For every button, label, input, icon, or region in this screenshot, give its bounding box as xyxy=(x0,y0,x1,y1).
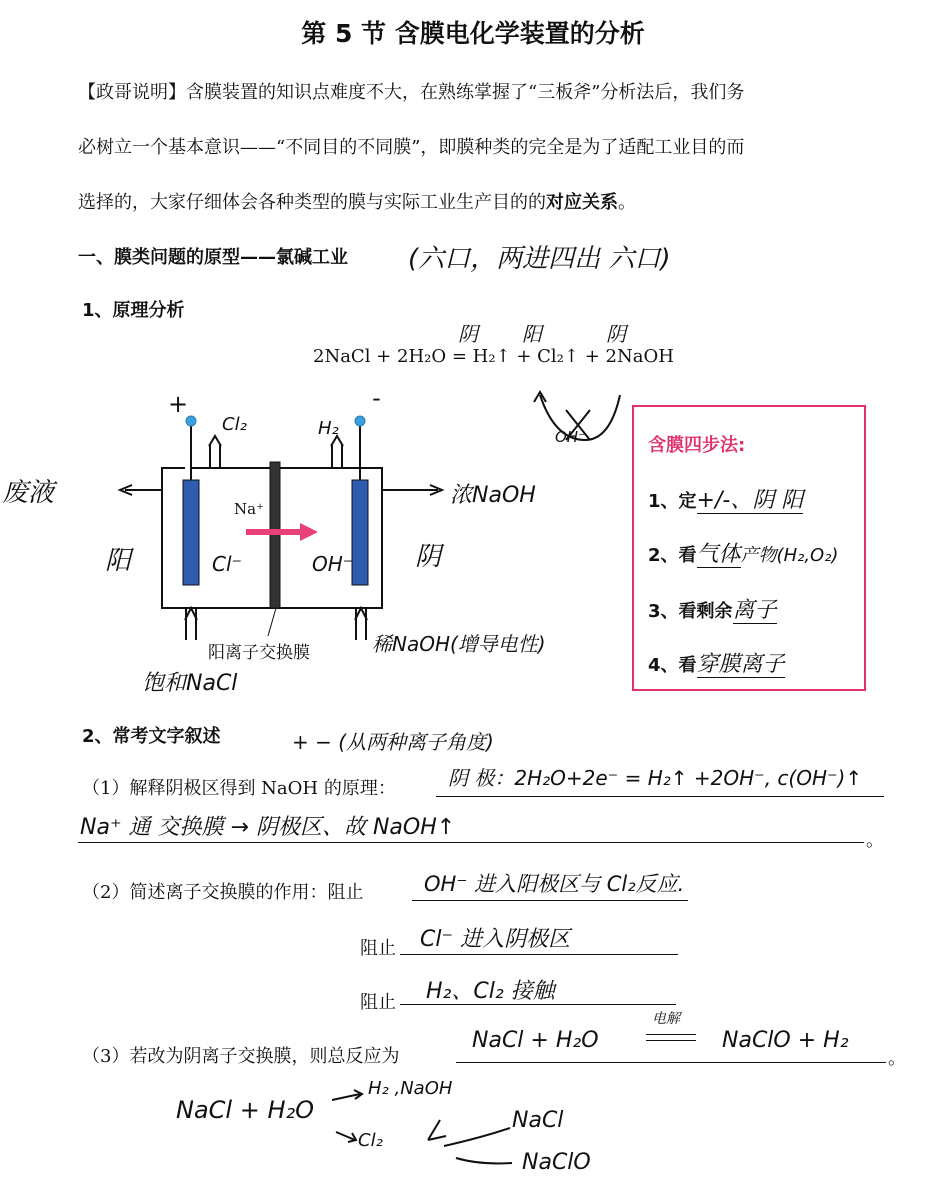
answer-2-item-3: H₂、Cl₂ 接触 xyxy=(426,979,555,1004)
subsection-principle: 1、原理分析 xyxy=(82,300,185,321)
answer-3-condition-bar-1 xyxy=(646,1034,696,1035)
cathode-region-label: 阴 xyxy=(415,542,442,572)
step-4: 4、看穿膜离子 xyxy=(648,652,785,677)
waste-liquid-label: 废液 xyxy=(2,478,55,508)
question-2: （2）简述离子交换膜的作用：阻止 xyxy=(82,882,364,903)
chlor-alkali-equation: 2NaCl + 2H₂O = H₂↑ + Cl₂↑ + 2NaOH xyxy=(313,346,674,367)
page-title: 第 5 节 含膜电化学装置的分析 xyxy=(301,19,645,48)
box-title: 含膜四步法: xyxy=(648,435,746,456)
scratch-cl2: Cl₂ xyxy=(358,1130,383,1151)
intro-line-3: 选择的，大家仔细体会各种类型的膜与实际工业生产目的的对应关系。 xyxy=(78,192,636,213)
section-1-heading: 一、膜类问题的原型——氯碱工业 xyxy=(78,247,348,268)
eq-note-naoh: 阴 xyxy=(606,322,626,346)
block-label-2: 阻止 xyxy=(360,938,396,959)
intro-line-2: 必树立一个基本意识——“不同目的不同膜”，即膜种类的完全是为了适配工业目的而 xyxy=(78,137,745,158)
scratch-naclo: NaClO xyxy=(522,1150,591,1175)
answer-1-line-1: 阴 极：2H₂O+2e⁻ = H₂↑ +2OH⁻, c(OH⁻)↑ xyxy=(448,766,863,790)
conc-naoh-label: 浓NaOH xyxy=(450,483,536,508)
electrolytic-cell xyxy=(120,416,442,640)
answer-1-underline-2 xyxy=(78,842,864,843)
four-step-method-box xyxy=(632,405,866,691)
saturated-nacl-label: 饱和NaCl xyxy=(142,671,238,696)
membrane-label: 阳离子交换膜 xyxy=(208,643,310,663)
anode-plus-sign: + xyxy=(168,390,189,418)
handwritten-ion-angle-note: + − (从两种离子角度) xyxy=(292,730,494,754)
answer-1-line-2: Na⁺ 通 交换膜 → 阴极区、故 NaOH↑ xyxy=(80,815,456,840)
answer-3-period: 。 xyxy=(888,1048,906,1069)
question-3: （3）若改为阴离子交换膜，则总反应为 xyxy=(82,1046,400,1067)
answer-2-underline-1 xyxy=(412,900,688,901)
answer-3-reactants: NaCl + H₂O xyxy=(472,1028,599,1053)
oh-ion-label: OH⁻ xyxy=(312,552,354,576)
answer-2-item-1: OH⁻ 进入阳极区与 Cl₂反应. xyxy=(424,872,685,896)
handwritten-six-ports-note: (六口，两进四出 六口) xyxy=(408,244,671,274)
scratch-nacl: NaCl xyxy=(512,1108,564,1133)
scratch-reactants: NaCl + H₂O xyxy=(176,1096,315,1124)
answer-3-underline xyxy=(456,1062,886,1063)
step-2: 2、看气体产物(H₂,O₂) xyxy=(648,542,839,567)
answer-1-underline-1 xyxy=(436,796,884,797)
answer-3-condition: 电解 xyxy=(652,1011,680,1027)
dilute-naoh-label: 稀NaOH(增导电性) xyxy=(372,632,546,656)
h2-gas-label: H₂ xyxy=(318,418,339,439)
anode-region-label: 阳 xyxy=(105,546,132,576)
block-label-3: 阻止 xyxy=(360,992,396,1013)
step-3: 3、看剩余离子 xyxy=(648,598,777,623)
cl-ion-label: Cl⁻ xyxy=(212,552,243,576)
answer-3-products: NaClO + H₂ xyxy=(722,1028,849,1053)
subsection-common-statements: 2、常考文字叙述 xyxy=(82,726,221,747)
answer-2-underline-2 xyxy=(400,954,678,955)
eq-note-cl2: 阳 xyxy=(522,322,542,346)
answer-2-item-2: Cl⁻ 进入阴极区 xyxy=(420,927,571,952)
scratch-h2-naoh: H₂ ,NaOH xyxy=(368,1078,453,1099)
oh-annotation: OH⁻ xyxy=(555,428,587,446)
intro-line-1: 【政哥说明】含膜装置的知识点难度不大，在熟练掌握了“三板斧”分析法后，我们务 xyxy=(78,82,745,103)
eq-note-h2: 阴 xyxy=(458,322,478,346)
answer-2-underline-3 xyxy=(400,1004,676,1005)
na-ion-label: Na⁺ xyxy=(234,500,264,518)
answer-3-condition-bar-2 xyxy=(646,1040,696,1041)
cathode-minus-sign: - xyxy=(372,384,381,412)
step-1: 1、定+/-、阴 阳 xyxy=(648,488,804,513)
cl2-gas-label: Cl₂ xyxy=(222,414,247,435)
answer-1-period: 。 xyxy=(866,830,884,851)
question-1: （1）解释阴极区得到 NaOH 的原理： xyxy=(82,778,396,799)
